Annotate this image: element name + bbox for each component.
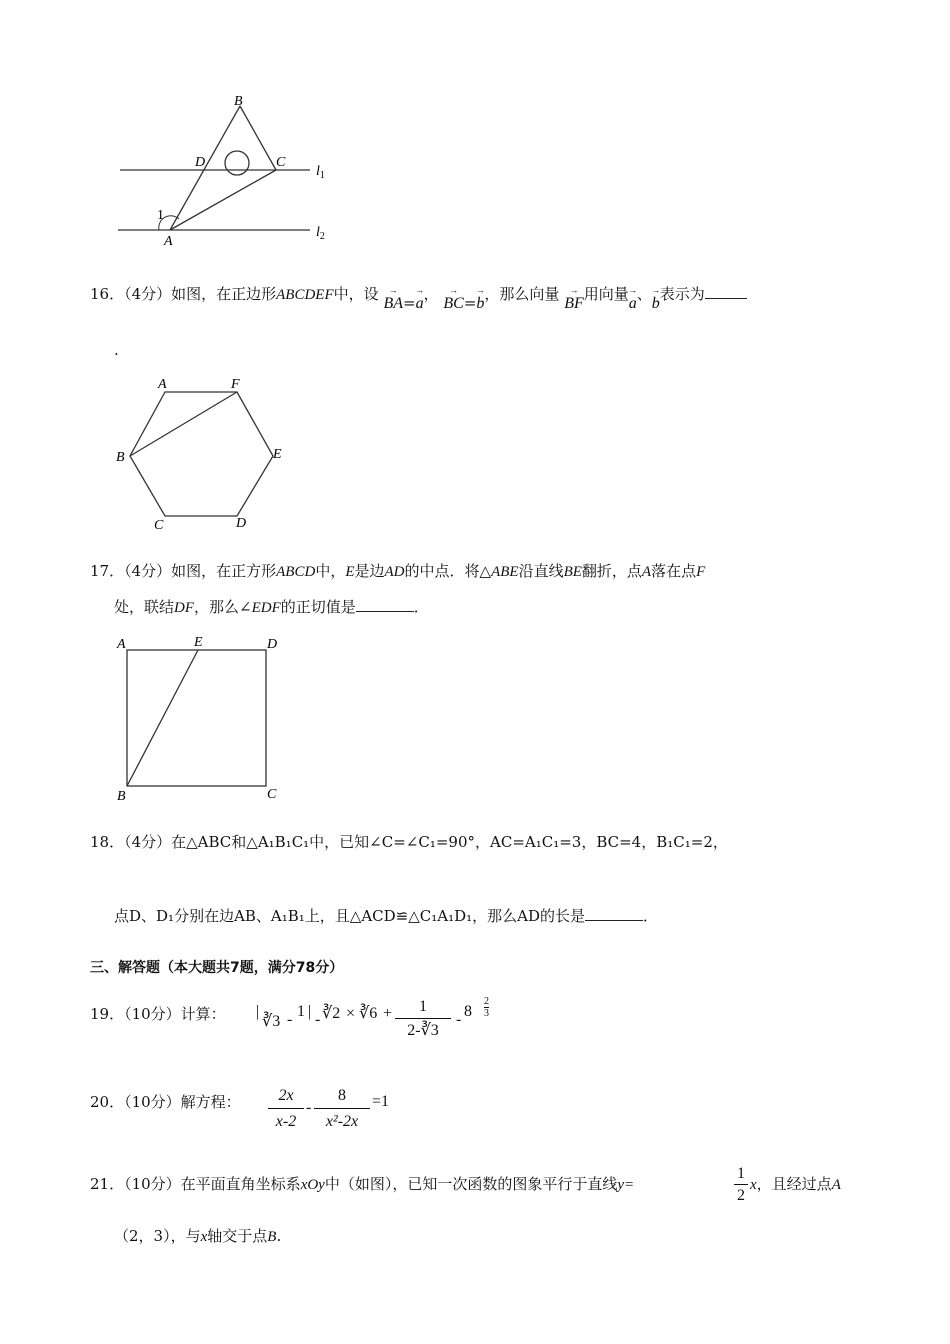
q17-F: F (696, 564, 706, 580)
question-18-line-2 (114, 906, 658, 926)
q19-plus: + (383, 1005, 393, 1022)
q20-equals-one: =1 (372, 1093, 390, 1110)
vector-BF: → BF (564, 285, 584, 312)
label-C: C (154, 518, 164, 533)
q21-x-axis: x (200, 1229, 208, 1245)
segment-BC (240, 106, 276, 170)
q17-A: A (641, 564, 652, 580)
vector-BA: → BA (383, 285, 403, 312)
label-l2: $l_2$ (316, 225, 325, 242)
q19-abs-close: | (308, 1003, 312, 1020)
vector-a-2: → a (628, 285, 638, 312)
question-17-line-2 (114, 597, 429, 618)
label-angle-1: 1 (157, 208, 164, 223)
q17-t3: 是边 (354, 562, 385, 580)
q19-minus-3: - (456, 1011, 462, 1028)
q17-t9: ，那么∠ (194, 598, 252, 616)
q21-t6: . (276, 1227, 282, 1245)
vector-b: → b (475, 285, 485, 312)
q21-xOy: xOy (300, 1177, 325, 1193)
q17-EDF: EDF (251, 600, 281, 616)
label-F: F (231, 377, 240, 392)
q20-equation (268, 1084, 408, 1138)
q19-minus-2: - (315, 1011, 321, 1028)
q16-dun: 、 (636, 285, 652, 303)
q17-answer-blank (356, 597, 414, 612)
q17-t4: 的中点．将△ (404, 562, 492, 580)
figure-15-triangle-parallel-lines (110, 88, 350, 253)
q19-prefix: 19．（10分）计算： (90, 1005, 226, 1023)
q16-text-c: ，那么向量 (484, 285, 560, 303)
q17-t10: 的正切值是 (280, 598, 356, 616)
q19-abs-open: | (256, 1003, 260, 1020)
label-C: C (267, 787, 277, 802)
segment-BE (127, 650, 198, 786)
q21-t5: 轴交于点 (207, 1227, 268, 1245)
q16-polygon: ABCDEF (276, 287, 334, 303)
q16-text-a: 16．（4分）如图，在正边形 (90, 285, 277, 303)
label-D: D (195, 155, 206, 170)
label-l1: $l_1$ (316, 164, 325, 181)
question-21-line-2 (114, 1226, 281, 1247)
q17-E: E (345, 564, 355, 580)
q21-half-fraction: 1 2 (734, 1164, 748, 1207)
q20-fraction-1: 2x x-2 (268, 1084, 304, 1135)
figure-17-square (110, 630, 300, 805)
q21-A: A (831, 1177, 841, 1193)
q21-t2: 中（如图），已知一次函数的图象平行于直线 (324, 1175, 618, 1193)
q16-eq2: = (463, 294, 477, 312)
q16-text-d: 用向量 (583, 285, 629, 303)
q21-x: x (750, 1177, 757, 1193)
q17-t7: 落在点 (651, 562, 697, 580)
q17-t8: 处，联结 (114, 598, 175, 616)
q19-fraction: 1 2-∛3 (395, 996, 451, 1043)
q19-cbrt-6: ∛6 (359, 1005, 378, 1022)
q16-text-b: 中，设 (333, 285, 379, 303)
label-B: B (234, 94, 243, 109)
q19-cbrt-3: ∛3 (262, 1013, 281, 1030)
q17-AD: AD (384, 564, 405, 580)
q21-t1: 21．（10分）在平面直角坐标系 (90, 1175, 301, 1193)
label-E: E (273, 447, 282, 462)
q18-answer-blank (585, 906, 643, 921)
q16-text-e: 表示为 (659, 285, 705, 303)
q21-t4: （2，3），与 (114, 1227, 201, 1245)
question-18-line-1: 18．（4分）在△ABC和△A₁B₁C₁中，已知∠C=∠C₁=90°，AC=A₁C₁=3，BC=4，B₁C₁=2， (90, 833, 728, 851)
q19-exponent: 2 3 (484, 996, 489, 1019)
q19-minus-1: - (287, 1011, 293, 1028)
label-D: D (267, 637, 278, 652)
q19-times: × (346, 1005, 356, 1022)
figure-16-hexagon (110, 372, 300, 534)
question-21-line-1 (90, 1164, 870, 1212)
label-B: B (116, 450, 125, 465)
q17-ABE: ABE (491, 564, 519, 580)
circle-mark (225, 151, 249, 175)
q20-minus: - (306, 1099, 312, 1116)
q19-cbrt-2: ∛2 (322, 1005, 341, 1022)
question-17-line-1 (90, 561, 705, 582)
label-C: C (276, 155, 286, 170)
q17-BE: BE (563, 564, 582, 580)
vector-a: → a (415, 285, 425, 312)
label-A: A (164, 234, 173, 249)
q19-eight: 8 (464, 1003, 472, 1020)
segment-AC (170, 170, 276, 230)
q16-sep: ， (423, 285, 439, 303)
q17-square: ABCD (276, 564, 316, 580)
section-3-heading: 三、解答题（本大题共7题，满分78分） (90, 960, 344, 976)
q17-t2: 中， (315, 562, 346, 580)
q16-period: . (114, 341, 119, 359)
label-A: A (158, 377, 167, 392)
q18-t1: 点D、D₁分别在边AB、A₁B₁上，且△ACD≌△C₁A₁D₁，那么AD的长是 (114, 907, 586, 925)
q17-t1: 17．（4分）如图，在正方形 (90, 562, 277, 580)
q20-fraction-2: 8 x²-2x (314, 1084, 370, 1135)
q21-y-eq: y= (617, 1177, 635, 1193)
label-B: B (117, 789, 126, 804)
label-D: D (236, 516, 247, 531)
question-16 (90, 284, 747, 312)
q18-t2: ． (643, 907, 659, 925)
q19-expression (256, 996, 516, 1048)
q17-t6: 翻折，点 (581, 562, 642, 580)
label-A: A (117, 637, 126, 652)
vector-b-2: → b (651, 285, 661, 312)
q21-B: B (267, 1229, 277, 1245)
q17-t5: 沿直线 (518, 562, 564, 580)
q17-t11: ． (413, 598, 429, 616)
segment-BF (130, 392, 237, 456)
label-E: E (194, 635, 203, 650)
square-ABCD (127, 650, 266, 786)
q19-one: 1 (297, 1003, 305, 1020)
q20-prefix: 20．（10分）解方程： (90, 1093, 241, 1111)
hexagon-ABCDEF (130, 392, 273, 516)
q16-eq1: = (402, 294, 416, 312)
q21-t3: ，且经过点 (756, 1175, 832, 1193)
vector-BC: → BC (443, 285, 464, 312)
q17-DF: DF (174, 600, 195, 616)
q16-answer-blank (705, 284, 747, 299)
